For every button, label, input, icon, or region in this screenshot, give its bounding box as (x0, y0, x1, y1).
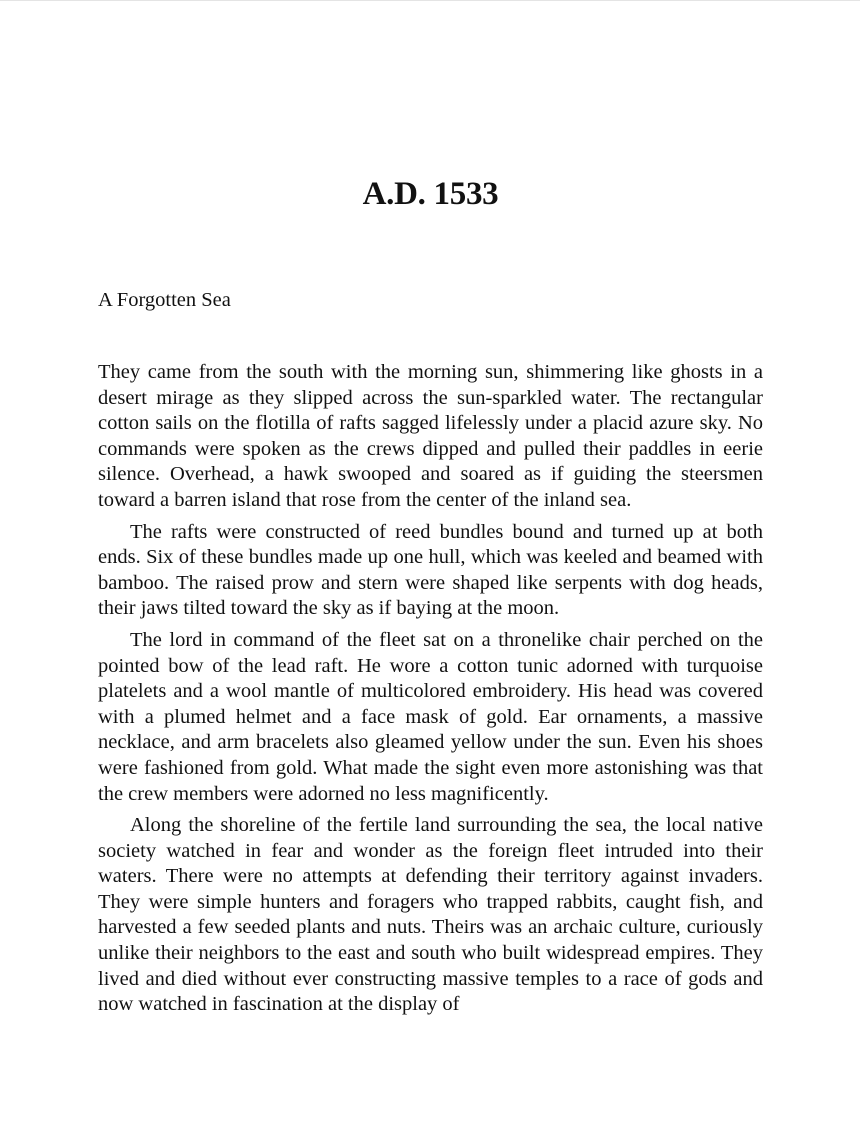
paragraph: The rafts were constructed of reed bundles bound and turned up at both ends. Six of these bundles made up one hull, which was keeled and beamed with bamboo. The raised prow and stern were shaped like serpents with dog heads, their jaws tilted toward the sky as if baying at the moon. (98, 520, 763, 620)
paragraph: The lord in command of the fleet sat on a thronelike chair perched on the pointed bow of the lead raft. He wore a cotton tunic adorned with turquoise platelets and a wool mantle of multicolored embroidery. His head was covered with a plumed helmet and a face mask of gold. Ear ornaments, a massive necklace, and arm bracelets also gleamed yellow under the sun. Even his shoes were fashioned from gold. What made the sight even more astonishing was that the crew members were adorned no less magnificently. (98, 628, 763, 805)
paragraph: Along the shoreline of the fertile land surrounding the sea, the local native society watched in fear and wonder as the foreign fleet intruded into their waters. There were no attempts at defending their territory against invaders. They were simple hunters and foragers who trapped rabbits, caught fish, and harvested a few seeded plants and nuts. Theirs was an archaic culture, curiously unlike their neighbors to the east and south who built widespread empires. They lived and died without ever constructing massive temples to a race of gods and now watched in fascination at the display of (98, 814, 763, 1016)
page-top-edge (0, 0, 860, 1)
chapter-title: A.D. 1533 (362, 176, 499, 212)
paragraph: They came from the south with the morning sun, shimmering like ghosts in a desert mirage as they slipped across the sun-sparkled water. The rectangular cotton sails on the flotilla of rafts sagged lifelessly under a placid azure sky. No commands were spoken as the crews dipped and pulled their paddles in eerie silence. Overhead, a hawk swooped and soared as if guiding the steersmen toward a barren island that rose from the center of the inland sea. (98, 361, 763, 511)
chapter-subtitle: A Forgotten Sea (98, 289, 231, 311)
body-text (98, 360, 763, 1024)
